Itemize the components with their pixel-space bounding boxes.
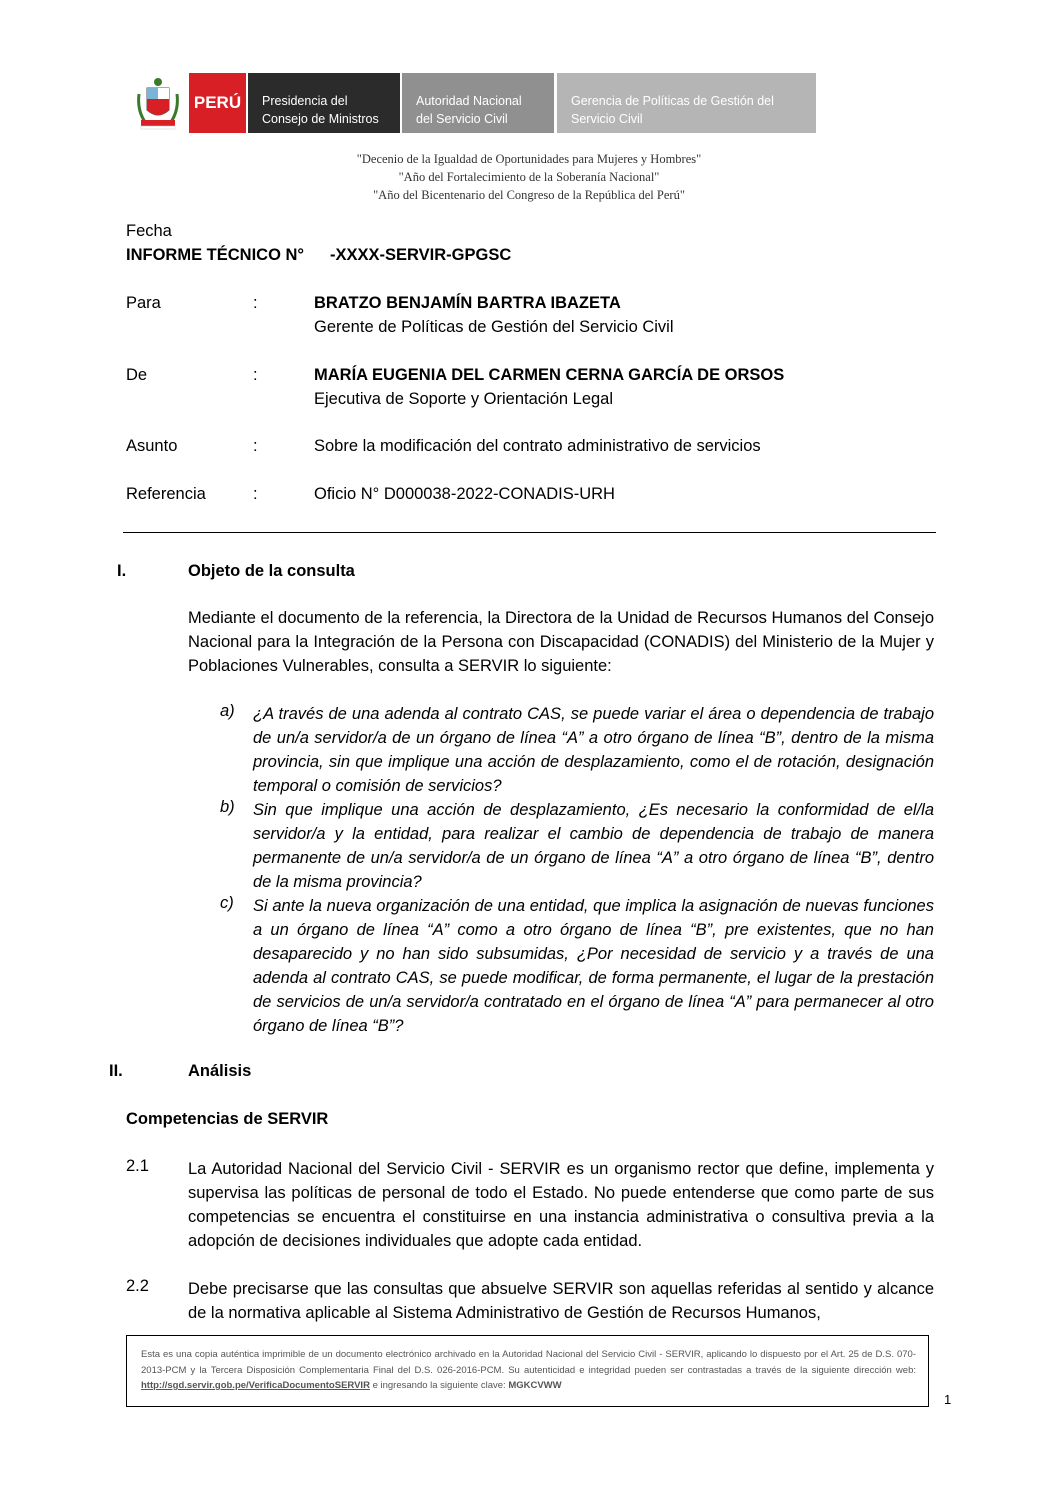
para-label: Para: [126, 294, 161, 312]
list-label: a): [220, 702, 235, 720]
para-name: BRATZO BENJAMÍN BARTRA IBAZETA: [314, 294, 621, 312]
decree-line: "Año del Fortalecimiento de la Soberanía Nacional": [398, 170, 660, 184]
fecha-label: Fecha: [126, 222, 172, 240]
asunto-label: Asunto: [126, 437, 178, 455]
informe-label: INFORME TÉCNICO N°: [126, 246, 305, 264]
de-label: De: [126, 366, 148, 384]
referencia-label: Referencia: [126, 485, 206, 503]
header-servir-box: [402, 73, 554, 133]
paragraph: Debe precisarse que las consultas que absuelve SERVIR son aquellas referidas al sentido y alcance de la normativa aplicable al Sistema Administrativo de Gestión de Recursos Humanos,: [188, 1280, 934, 1322]
decree-line: "Año del Bicentenario del Congreso de la República del Perú": [373, 188, 685, 202]
de-title: Ejecutiva de Soporte y Orientación Legal: [314, 390, 614, 408]
header-gerencia-box: [557, 73, 816, 133]
coat-of-arms-icon: [135, 76, 181, 132]
list-item: Si ante la nueva organización de una entidad, que implica la asignación de nuevas funciones a un órgano de línea “A” como a otro órgano de línea “B”, pre existentes, que no han desaparecido y no han sido subsumidas, ¿Por necesidad de servicio y a través de una adenda al contrato CAS, se puede modificar, de forma permanente, el lugar de la prestación de servicios de un/a servidor/a contratado en el órgano de línea “A” para permanecer al otro órgano de línea “B”?: [253, 897, 934, 1035]
peru-logo: PERÚ: [189, 73, 246, 133]
colon: :: [253, 437, 258, 455]
para-title: Gerente de Políticas de Gestión del Servicio Civil: [314, 318, 674, 336]
paragraph-number: 2.2: [126, 1277, 149, 1295]
list-label: b): [220, 798, 235, 816]
decree-line: "Decenio de la Igualdad de Oportunidades para Mujeres y Hombres": [356, 152, 702, 166]
informe-number: -XXXX-SERVIR-GPGSC: [330, 246, 512, 264]
header-box-line: Presidencia del: [262, 94, 348, 108]
notice-text: e ingresando la siguiente clave:: [369, 1380, 509, 1391]
header-box-line: Autoridad Nacional: [416, 94, 522, 108]
header-box-line: Consejo de Ministros: [262, 112, 379, 126]
header-pcm-box: [248, 73, 400, 133]
page-number: 1: [944, 1392, 952, 1407]
section-number: I.: [117, 562, 127, 580]
section-intro: Mediante el documento de la referencia, la Directora de la Unidad de Recursos Humanos del Consejo Nacional para la Integración de la Persona con Discapacidad (CONADIS) del Ministerio de la Mujer y Poblaciones Vulnerables, consulta a SERVIR lo siguiente:: [188, 609, 934, 675]
section-title: Objeto de la consulta: [188, 562, 355, 580]
divider: [123, 532, 936, 533]
paragraph: La Autoridad Nacional del Servicio Civil - SERVIR es un organismo rector que define, implementa y supervisa las políticas de personal de todo el Estado. No puede entenderse que como parte de sus competencias se encuentra el constituirse en una instancia administrativa o consultiva previa a la adopción de decisiones individuales que adopte cada entidad.: [188, 1160, 934, 1250]
section-title: Análisis: [188, 1062, 252, 1080]
notice-text: Esta es una copia auténtica imprimible de un documento electrónico archivado en la Autoridad Nacional del Servicio Civil - SERVIR, aplicando lo dispuesto por el Art. 25 de D.S. 070-2013-PCM y la Tercera Disposición Complementaria Final del D.S. 026-2016-PCM. Su autenticidad e integridad pueden ser contrastadas a través de la siguiente dirección web:: [141, 1349, 916, 1376]
verification-link[interactable]: http://sgd.servir.gob.pe/VerificaDocumentoSERVIR: [141, 1380, 370, 1391]
colon: :: [253, 294, 258, 312]
asunto-value: Sobre la modificación del contrato administrativo de servicios: [314, 437, 761, 455]
subsection-title: Competencias de SERVIR: [126, 1110, 329, 1128]
referencia-value: Oficio N° D000038-2022-CONADIS-URH: [314, 485, 615, 503]
list-item: Sin que implique una acción de desplazamiento, ¿Es necesario la conformidad de el/la servidor/a y la entidad, para realizar el cambio de dependencia de trabajo de manera permanente de un/a servidor/a de un órgano de línea “A” a otro órgano de línea “B”, dentro de la misma provincia?: [253, 801, 934, 891]
paragraph-number: 2.1: [126, 1157, 149, 1175]
verification-key: MGKCVWW: [508, 1380, 562, 1391]
section-number: II.: [109, 1062, 123, 1080]
list-item: ¿A través de una adenda al contrato CAS, se puede variar el área o dependencia de trabajo de un/a servidor/a de un órgano de línea “A” a otro órgano de línea “B”, dentro de la misma provincia, sin que implique una acción de desplazamiento, como el de rotación, designación temporal o comisión de servicios?: [253, 705, 934, 795]
authenticity-notice: [126, 1335, 929, 1407]
de-name: MARÍA EUGENIA DEL CARMEN CERNA GARCÍA DE ORSOS: [314, 366, 785, 384]
list-label: c): [220, 894, 234, 912]
colon: :: [253, 485, 258, 503]
colon: :: [253, 366, 258, 384]
header-box-line: Gerencia de Políticas de Gestión del: [571, 94, 774, 108]
header-box-line: Servicio Civil: [571, 112, 643, 126]
header-box-line: del Servicio Civil: [416, 112, 508, 126]
